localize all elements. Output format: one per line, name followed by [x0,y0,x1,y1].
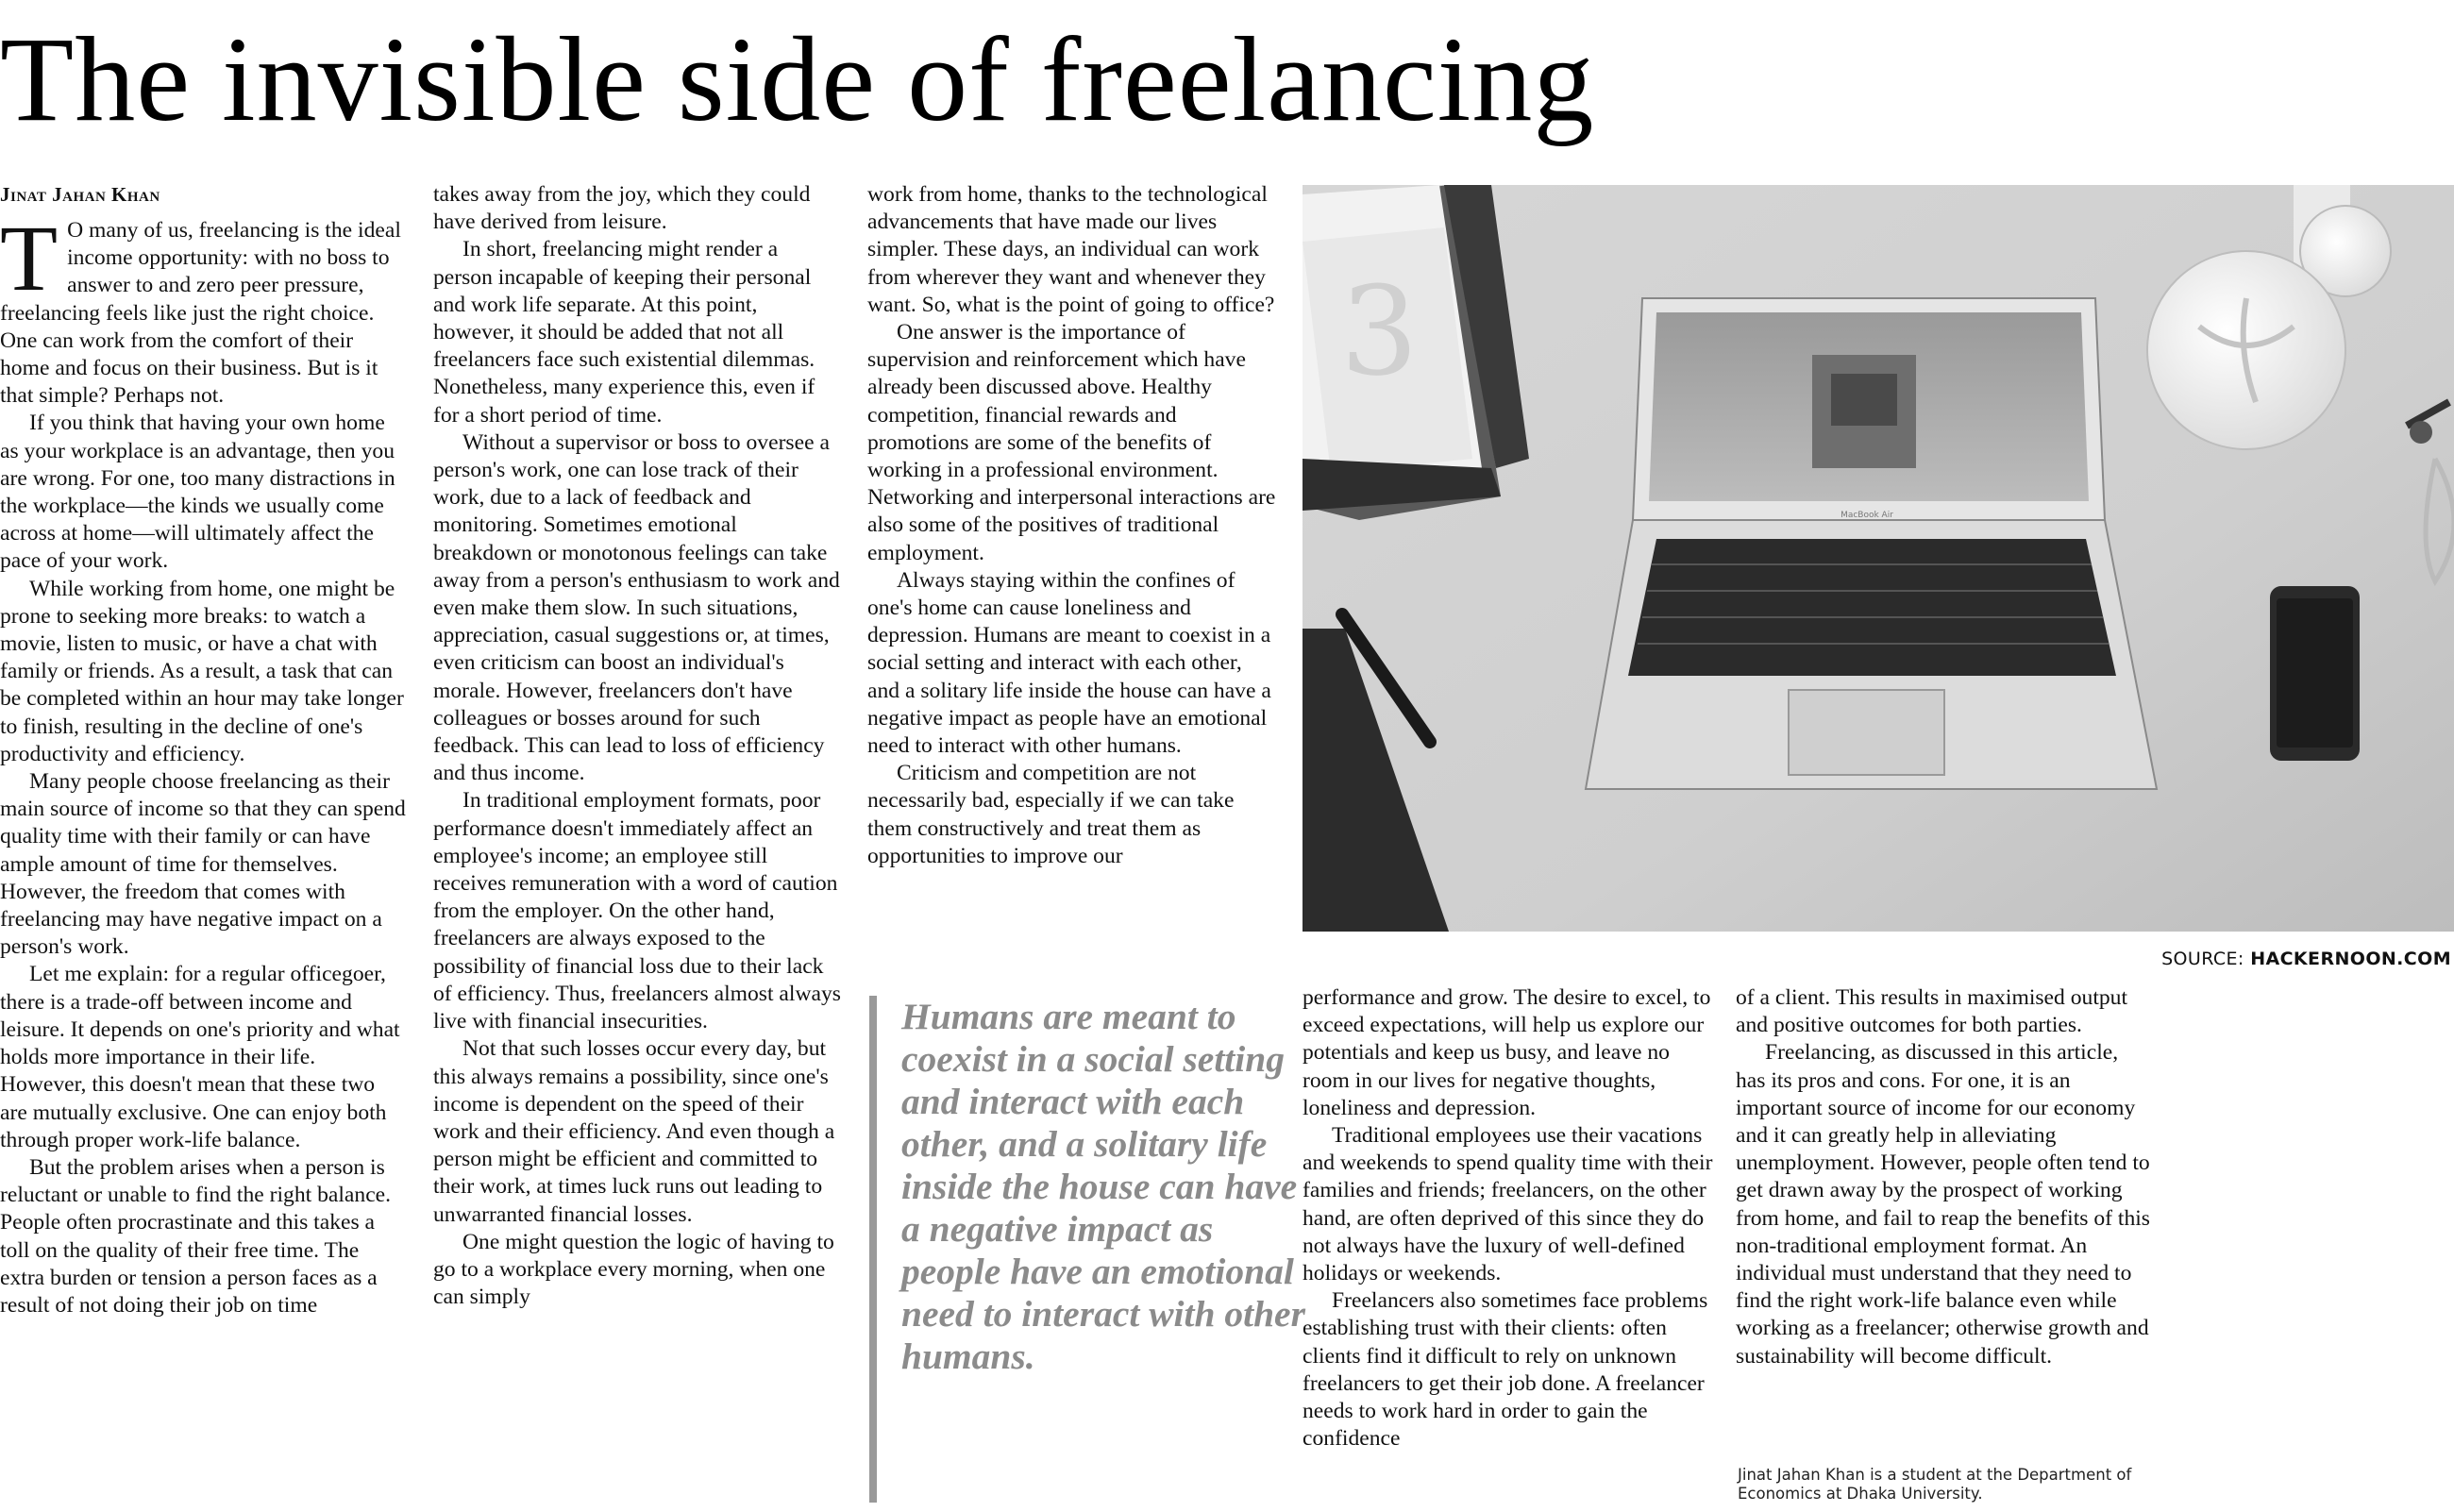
photo-credit-source: HACKERNOON.COM [2250,949,2451,969]
article-column-2 [433,181,841,1311]
laptop-icon [1586,298,2157,789]
photo-credit [2161,949,2451,969]
article-column-4 [1303,984,1713,1512]
article-column-5 [1736,984,2151,1370]
author-note: Jinat Jahan Khan is a student at the Department of Economics at Dhaka University. [1738,1466,2132,1503]
article-paragraph: Traditional employees use their vacations and weekends to spend quality time with their families and friends; freelancers, on the other hand, are often deprived of this since they do not always have the luxury of well-defined holidays or weekends. [1303,1123,1713,1286]
drop-cap: T [0,206,59,311]
article-paragraph [0,206,406,410]
article-paragraph: Not that such losses occur every day, but this always remains a possibility, since one's income is dependent on the speed of their work and their efficiency. And even though a person might be efficient and committed to their work, at times luck runs out leading to unwarranted financial losses. [433,1036,835,1227]
article-paragraph: performance and grow. The desire to excel, to exceed expectations, will help us explore our potentials and keep us busy, and leave no room in our lives for negative thoughts, loneliness and depression. [1303,985,1711,1120]
article-photo [1303,185,2454,932]
article-paragraph: Freelancing, as discussed in this article, has its pros and cons. For one, it is an important source of income for our economy and it can greatly help in alleviating unemployment. However, people often tend to get drawn away by the prospect of working from home, and fail to reap the benefits of this non-traditional employment format. An individual must understand that they need to find the right work-life balance even while working as a freelancer; otherwise growth and sustainability will become difficult. [1736,1040,2150,1369]
article-paragraph: One might question the logic of having to go to a workplace every morning, when one can simply [433,1229,834,1310]
books-icon [1303,185,1529,520]
article-paragraph: Let me explain: for a regular officegoer, there is a trade-off between income and leisure. It depends on one's priority and what holds more importance in their life. However, this doesn't mean that these two are mutually exclusive. One can enjoy both through proper work-life balance. [0,962,400,1152]
article-paragraph: While working from home, one might be prone to seeking more breaks: to watch a movie, listen to music, or have a chat with family or friends. As a result, a task that can be completed within an hour may take longer to finish, resulting in the decline of one's productivity and efficiency. [0,576,404,766]
article-paragraph: In short, freelancing might render a person incapable of keeping their personal and work life separate. At this point, however, it should be added that not all freelancers face such existential dilemmas. Nonetheless, many experience this, even if for a short period of time. [433,237,815,428]
article-paragraph: If you think that having your own home as your workplace is an advantage, then you are wrong. For one, too many distractions in the workplace—the kinds we usually come across at home—will ultimately affect the pace of your work. [0,411,395,574]
article-paragraph: of a client. This results in maximised output and positive outcomes for both parties. [1736,985,2128,1038]
smartphone-icon [2270,586,2360,761]
pull-quote: Humans are meant to coexist in a social setting and interact with each other, and a solitary life inside the house can have a negative impact as people have an emotional need to interact with other humans. [869,996,1317,1503]
article-paragraph: In traditional employment formats, poor performance doesn't immediately affect an employee's income; an employee still receives remuneration with a word of caution from the employer. On the other hand, freelancers are always exposed to the possibility of financial loss due to their lack of efficiency. Thus, freelancers almost always live with financial insecurities. [433,788,841,1034]
article-paragraph: takes away from the joy, which they could have derived from leisure. [433,182,811,235]
article-column-1 [0,181,406,1319]
article-paragraph: Many people choose freelancing as their main source of income so that they can spend quality time with their family or can have ample amount of time for themselves. However, the freedom that comes with freelancing may have negative impact on a person's work. [0,769,406,960]
article-column-3 [867,181,1278,951]
byline: Jinat Jahan Khan [0,183,160,206]
article-paragraph: Freelancers also sometimes face problems establishing trust with their clients: often clients find it difficult to rely on unknown freelancers to get their job done. A freelancer needs to work hard in order to gain the confidence [1303,1288,1708,1452]
article-paragraph: One answer is the importance of supervision and reinforcement which have already been discussed above. Healthy competition, financial rewards and promotions are some of the benefits of working in a professional environment. Networking and interpersonal interactions are also some of the positives of traditional employment. [867,320,1276,565]
laptop-screen-label: MacBook Air [1840,511,1893,520]
article-paragraph: Always staying within the confines of one's home can cause loneliness and depression. Humans are meant to coexist in a social setting and interact with each other, and a solitary life inside the house can have a negative impact as people have an emotional need to interact with other humans. [867,567,1271,759]
svg-text:3: 3 [1340,260,1419,403]
photo-credit-label: SOURCE: [2161,949,2244,969]
article-paragraph: But the problem arises when a person is reluctant or unable to find the right balance. People often procrastinate and this takes a toll on the quality of their free time. The extra burden or tension a person faces as a result of not doing their job on time [0,1154,392,1318]
paragraph-text: O many of us, freelancing is the ideal income opportunity: with no boss to answer to and zero peer pressure, freelancing feels like just the right choice. One can work from the comfort of their home and focus on their business. But is it that simple? Perhaps not. [0,218,401,409]
article-paragraph: work from home, thanks to the technological advancements that have made our lives simpler. These days, an individual can work from wherever they want and whenever they want. So, what is the point of going to office? [867,182,1275,317]
article-paragraph: Criticism and competition are not necessarily bad, especially if we can take them constructively and treat them as opportunities to improve our [867,761,1235,868]
article-paragraph: Without a supervisor or boss to oversee a person's work, one can lose track of their work, due to a lack of feedback and monitoring. Sometimes emotional breakdown or monotonous feelings can take away from a person's enthusiasm to work and even make them slow. In such situations, appreciation, casual suggestions or, at times, even criticism can boost an individual's morale. However, freelancers don't have colleagues or bosses around for such feedback. This can lead to loss of efficiency and thus income. [433,429,840,786]
headline: The invisible side of freelancing [0,12,1595,146]
